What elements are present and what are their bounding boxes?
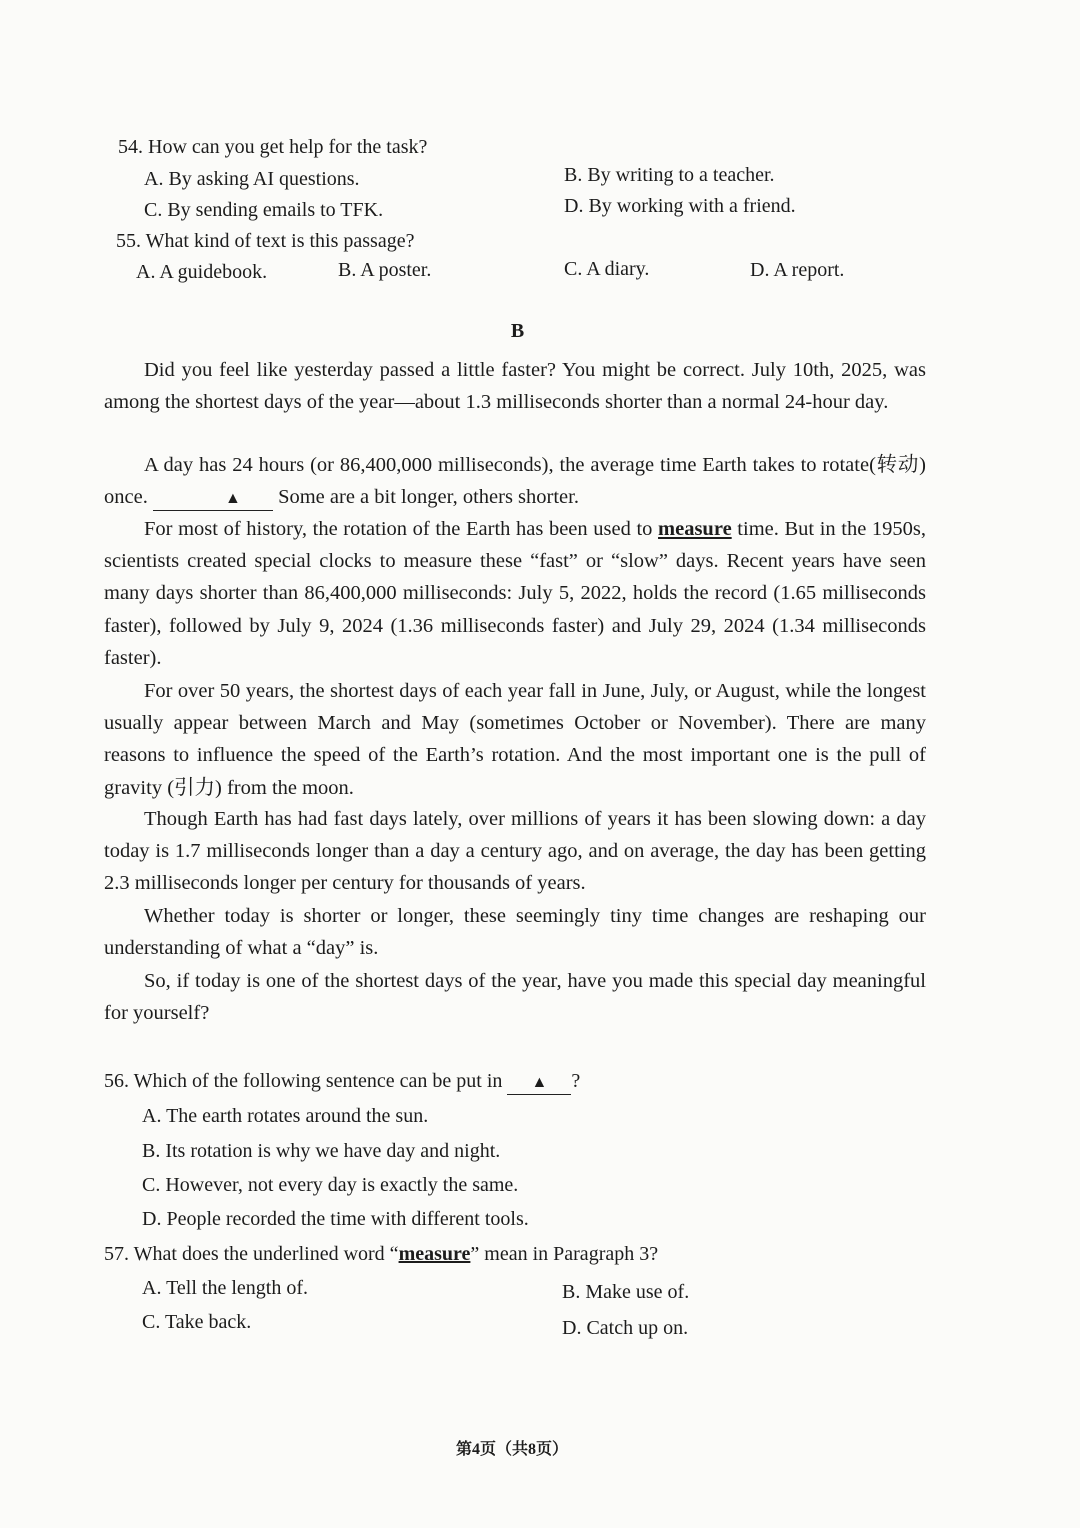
section-heading: B: [510, 320, 525, 342]
question-54: 54. How can you get help for the task?: [118, 136, 428, 158]
q55-option-b: B. A poster.: [338, 259, 432, 281]
passage-paragraph-7: So, if today is one of the shortest days of the year, have you made this special day meaningful for yourself?: [104, 970, 926, 1025]
question-56: [104, 1068, 580, 1095]
q57-option-d: D. Catch up on.: [562, 1317, 689, 1339]
q55-option-d: D. A report.: [750, 259, 845, 281]
answer-blank-ref: [507, 1070, 571, 1095]
question-55: 55. What kind of text is this passage?: [116, 230, 415, 252]
question-57-text-after: ” mean in Paragraph 3?: [470, 1243, 659, 1265]
q57-option-c: C. Take back.: [142, 1311, 252, 1333]
answer-blank: [153, 486, 273, 511]
q54-option-d: D. By working with a friend.: [564, 195, 796, 217]
triangle-icon: ▲: [225, 490, 241, 508]
q55-option-a: A. A guidebook.: [136, 261, 268, 283]
question-57-text: 57. What does the underlined word “: [104, 1243, 399, 1265]
paragraph-3-text-after: time. But in the 1950s, scientists created special clocks to measure these “fast” or “slow” days. Recent years have seen many days shorter than 86,400,000 milliseconds: July 5, 2022, holds the record (1.65 milliseconds faster), followed by July 9, 2024 (1.36 milliseconds faster) and July 29, 2024 (1.34 milliseconds faster).: [104, 518, 927, 669]
paragraph-3-text: For most of history, the rotation of the Earth has been used to: [144, 518, 653, 540]
question-56-text: 56. Which of the following sentence can be put in: [104, 1070, 503, 1092]
q55-option-c: C. A diary.: [564, 258, 650, 280]
q56-option-a: A. The earth rotates around the sun.: [142, 1105, 429, 1127]
paragraph-2-text-after: Some are a bit longer, others shorter.: [278, 486, 579, 509]
q56-option-d: D. People recorded the time with different tools.: [142, 1208, 529, 1230]
underlined-word-ref: measure: [398, 1243, 471, 1265]
q57-option-a: A. Tell the length of.: [142, 1277, 308, 1299]
passage-paragraph-4: For over 50 years, the shortest days of each year fall in June, July, or August, while the longest usually appear between March and May (sometimes October or November). There are many reasons to influence the speed of the Earth’s rotation. And the most important one is the pull of gravity (引力) from the moon.: [104, 680, 926, 799]
q57-option-b: B. Make use of.: [562, 1281, 690, 1303]
passage-paragraph-5: Though Earth has had fast days lately, over millions of years it has been slowing down: a day today is 1.7 milliseconds longer than a day a century ago, and on average, the day has been getting 2.3 milliseconds longer per century for thousands of years.: [104, 808, 926, 895]
passage-paragraph-2: [104, 449, 926, 513]
q54-option-a: A. By asking AI questions.: [144, 168, 360, 190]
page-number: 第4页（共8页）: [455, 1441, 568, 1458]
q56-option-b: B. Its rotation is why we have day and night.: [142, 1140, 501, 1162]
question-56-mark: ?: [571, 1070, 581, 1092]
q56-option-c: C. However, not every day is exactly the same.: [142, 1174, 519, 1196]
q54-option-c: C. By sending emails to TFK.: [144, 199, 384, 221]
q54-option-b: B. By writing to a teacher.: [564, 164, 775, 186]
question-57: [104, 1241, 658, 1267]
passage-paragraph-3: [104, 513, 926, 674]
triangle-icon: ▲: [531, 1074, 548, 1091]
passage-paragraph-6: Whether today is shorter or longer, these seemingly tiny time changes are reshaping our understanding of what a “day” is.: [104, 905, 926, 960]
paragraph-2-text: A day has 24 hours (or 86,400,000 milliseconds), the average time Earth takes to rotate(转动) once.: [104, 454, 926, 509]
passage-paragraph-1: Did you feel like yesterday passed a little faster? You might be correct. July 10th, 2025, was among the shortest days of the year—about 1.3 milliseconds shorter than a normal 24-hour day.: [104, 359, 926, 414]
underlined-word: measure: [658, 518, 732, 540]
